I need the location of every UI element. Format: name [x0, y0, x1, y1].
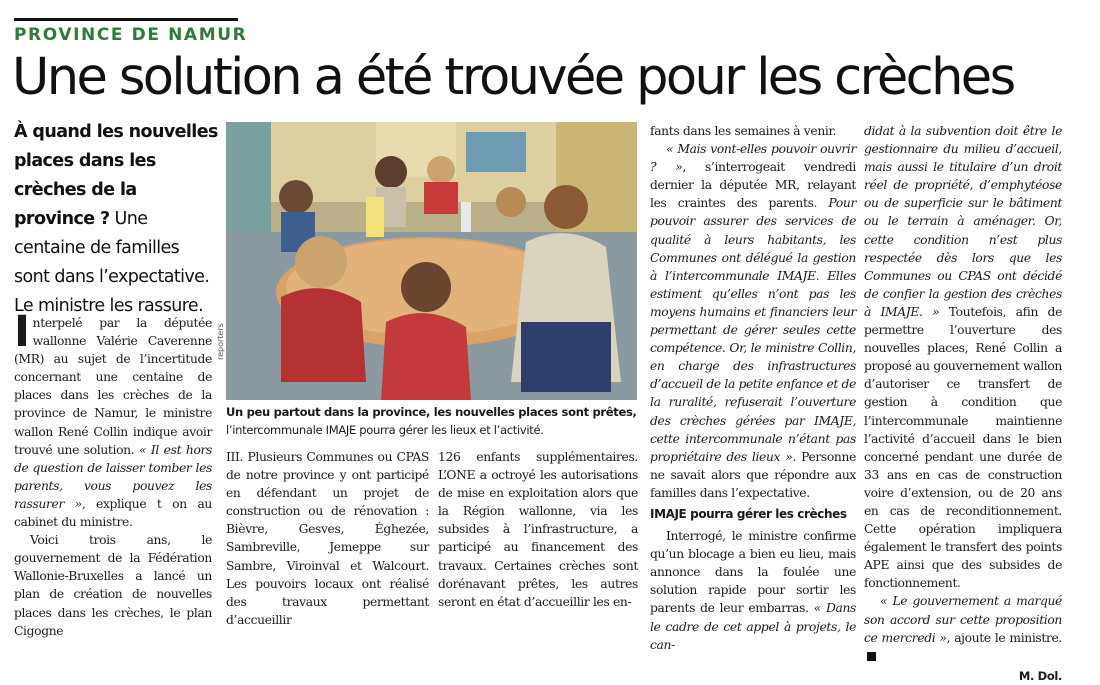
col4-text-2: . Personne ne savait alors que répondre aux familles dans l’expectative. [650, 449, 856, 500]
col4-quote-3: « Dans le cadre de cet appel à projets, le can- [650, 601, 856, 652]
photo-credit: reporters [216, 323, 225, 360]
col5-quote-2: « Le gouvernement a marqué son accord sur cette proposition ce mercredi » [864, 594, 1062, 645]
col1-text-start: nterpelé par la députée wallonne Valérie Caverenne (MR) au sujet de l’incertitude concernant une centaine de places dans les crèches de la province de Namur, le ministre wallon René Collin indique avoir trouvé une solution. [14, 316, 212, 457]
author-signature: M. Dol. [1018, 668, 1062, 683]
col1-text-end: , explique t on au cabinet du ministre. [14, 496, 213, 530]
drop-cap: I [14, 307, 30, 357]
article-subheading: IMAJE pourra gérer les crèches [650, 506, 847, 521]
col4-quote-1: « Mais vont-elles pouvoir ouvrir ? » [650, 142, 856, 175]
col1-paragraph-2: Voici trois ans, le gouvernement de la Fédération Wallonie-Bruxelles a lancé un plan de création de nouvelles places dans les crèches, le plan Cigogne [14, 533, 212, 638]
caption-bold: Un peu partout dans la province, les nouvelles places sont prêtes, [226, 405, 637, 419]
col4-quote-2: Pour pouvoir assurer des services de qualité à leurs habitants, les Communes ont délégué la gestion à l’intercommunale IMAJE. Elles estiment qu’elles n’ont pas les moyens humains et financiers leur permettant de gérer seules cette compétence. Or, le ministre Collin, en charge des infrastructures d’accueil de la petite enfance et de la ruralité, refuserait l’ouverture des crèches gérées par IMAJE, cette intercommunale n’étant pas propriétaire des lieux » [650, 196, 856, 464]
col4-text-1: , s’interrogeait vendredi dernier la députée MR, relayant les craintes des parents. [650, 160, 856, 211]
article-column-5 [864, 122, 1062, 685]
article-column-4 [650, 122, 856, 654]
end-mark [867, 652, 876, 661]
col2-paragraph: III. Plusieurs Communes ou CPAS de notre province y ont participé en défendant un projet de construction ou de rénovation : Bièvre, Gesves, Éghezée, Sambreville, Jemeppe sur Sambre, Viroinval et Walcourt. Les pouvoirs locaux ont réalisé des travaux permettant d’accueillir [226, 450, 429, 627]
col4-text-3: Interrogé, le ministre confirme qu’un blocage a bien eu lieu, mais annonce dans la foulée une solution rapide pour sortir les parents de leur embarras. [650, 529, 856, 616]
article-column-3 [438, 448, 638, 611]
article-column-1 [14, 307, 213, 640]
col4-continuation: fants dans les semaines à venir. [650, 124, 837, 138]
article-column-2 [226, 448, 429, 629]
lede-bold: À quand les nouvelles places dans les crèches de la province ? [14, 122, 218, 229]
col5-text-2: , ajoute le ministre. [946, 630, 1062, 645]
article-lede [14, 118, 219, 321]
caption-normal: l’intercommunale IMAJE pourra gérer les lieux et l’activité. [226, 423, 544, 437]
photo-caption [226, 403, 646, 439]
col5-quote-1: didat à la subvention doit être le gestionnaire du milieu d’accueil, mais aussi le titulaire d’un droit réel de propriété, d’emphytéose ou de superficie sur le bâtiment ou le terrain à aménager. Or, cette condition n’est plus respectée dès lors que les Communes ou CPAS ont décidé de confier la gestion des crèches à IMAJE. » [864, 124, 1062, 319]
article-headline: Une solution a été trouvée pour les crèches [12, 48, 1014, 107]
section-kicker: PROVINCE DE NAMUR [14, 25, 248, 45]
col3-paragraph: 126 enfants supplémentaires. L’ONE a octroyé les autorisations de mise en exploitation alors que la Région wallonne, via les subsides à l’infrastructure, a participé au financement des travaux. Certaines crèches sont dorénavant prêtes, les autres seront en état d’accueillir les en- [438, 450, 638, 609]
col1-quote: « Il est hors de question de laisser tomber les parents, vous pouvez les rassurer » [14, 442, 212, 511]
kicker-rule [14, 18, 238, 21]
article-photo [226, 122, 637, 400]
col5-text-1: Toutefois, afin de permettre l’ouverture des nouvelles places, René Collin a proposé au gouvernement wallon d’autoriser ce transfert de gestion à condition que l’intercommunale maintienne l’activité d’accueil dans le bien concerné pendant une durée de 33 ans en cas de construction voire d’extension, ou de 20 ans en cas de reconditionnement. Cette opération impliquera également le transfert des points APE ainsi que des subsides de fonctionnement. [864, 304, 1062, 591]
lede-normal: Une centaine de familles sont dans l’expectative. Le ministre les rassure. [14, 209, 210, 316]
photo-illustration [226, 122, 637, 400]
